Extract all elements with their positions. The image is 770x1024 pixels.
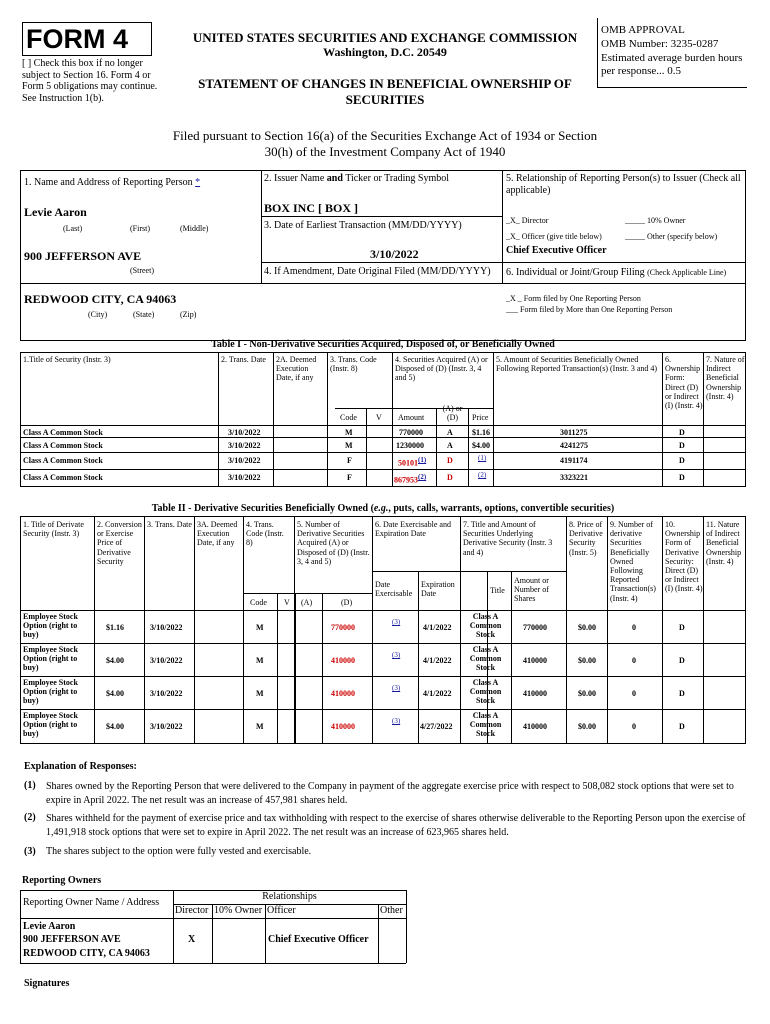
note-3-num: (3): [24, 846, 36, 857]
owner-city: REDWOOD CITY, CA 94063: [23, 948, 150, 959]
t2-row-utitle: Class A Common Stock: [469, 711, 502, 739]
t1-row-ad: A: [447, 441, 453, 450]
t1-row-code: F: [347, 473, 352, 482]
form-title: FORM 4: [26, 24, 129, 54]
zip-label: (Zip): [180, 310, 197, 319]
t2-row-price: $4.00: [106, 722, 124, 731]
t2-h4: 4. Trans. Code (Instr. 8): [246, 520, 284, 548]
footnote-2-link[interactable]: (2): [478, 471, 487, 479]
t1-row-ad: A: [447, 428, 453, 437]
city-label: (City): [88, 310, 108, 319]
table1-title: Table I - Non-Derivative Securities Acquired, Disposed of, or Beneficially Owned: [211, 339, 555, 350]
owners-h-officer: Officer: [267, 905, 296, 916]
t1-row-date: 3/10/2022: [228, 473, 261, 482]
t2-row-price: $4.00: [106, 656, 124, 665]
t2-row-exp: 4/1/2022: [423, 689, 452, 698]
explanation-title: Explanation of Responses:: [24, 761, 137, 772]
t1-h-own: 6. Ownership Form: Direct (D) or Indirect (I) (Instr. 4): [665, 355, 703, 410]
t2-row-f10: D: [679, 656, 685, 665]
t2-row-date: 3/10/2022: [150, 623, 183, 632]
t2-row-f10: D: [679, 623, 685, 632]
footnote-3-link[interactable]: (3): [392, 618, 401, 626]
omb-number: OMB Number: 3235-0287: [601, 38, 719, 50]
t1-row-form: D: [679, 428, 685, 437]
t2-row-date: 3/10/2022: [150, 722, 183, 731]
box5-label: 5. Relationship of Reporting Person(s) to Issuer (Check all applicable): [506, 173, 741, 196]
t2-h9: 9. Number of derivative Securities Beneficially Owned Following Reported Transaction(s) (Instr. 4): [610, 520, 656, 603]
note-2-num: (2): [24, 812, 36, 823]
t2-sh-a: (A): [301, 598, 313, 607]
t1-row-title: Class A Common Stock: [23, 456, 103, 465]
t2-row-p8: $0.00: [578, 623, 596, 632]
t2-h8: 8. Price of Derivative Security (Instr. 5): [569, 520, 603, 557]
t1-row-date: 3/10/2022: [228, 441, 261, 450]
t2-row-utitle: Class A Common Stock: [469, 678, 502, 706]
t1-h-title: 1.Title of Security (Instr. 3): [23, 355, 111, 364]
owner-officer-title: Chief Executive Officer: [268, 934, 369, 945]
t2-row-n9: 0: [632, 623, 636, 632]
t2-h2: 2. Conversion or Exercise Price of Derivative Security: [97, 520, 142, 566]
footnote-1-link[interactable]: (1): [478, 454, 487, 462]
t2-sh-v: V: [284, 598, 290, 607]
filed-pursuant: Filed pursuant to Section 16(a) of the Securities Exchange Act of 1934 or Section 30(h) of the Investment Company Act of 1940: [172, 128, 598, 160]
owners-h-other: Other: [380, 905, 403, 916]
footnote-3-link[interactable]: (3): [392, 717, 401, 725]
t1-row-price: $4.00: [472, 441, 490, 450]
t2-h3: 3. Trans. Date: [147, 520, 192, 529]
t1-row-price: [478, 454, 486, 466]
t1-sh-code: Code: [340, 413, 357, 422]
t1-row-ad: D: [447, 473, 453, 482]
t1-row-amount: 50101(1): [398, 456, 427, 468]
t2-row-d: 410000: [331, 656, 355, 665]
owners-h-director: Director: [175, 905, 209, 916]
t2-row-utitle: Class A Common Stock: [469, 645, 502, 673]
t2-h1: 1. Title of Derivate Security (Instr. 3): [23, 520, 84, 539]
t1-sh-amount: Amount: [398, 413, 425, 422]
note-3-text: The shares subject to the option were fully vested and exercisable.: [46, 846, 312, 857]
t1-sh-price: Price: [472, 413, 489, 422]
t2-sh-dexp: Date Exercisable: [375, 580, 413, 599]
t1-row-owned: 3011275: [560, 428, 588, 437]
t2-row-title: Employee Stock Option (right to buy): [23, 711, 78, 739]
city-value: REDWOOD CITY, CA 94063: [24, 292, 177, 306]
t2-h7: 7. Title and Amount of Securities Underlying Derivative Security (Instr. 3 and 4): [463, 520, 553, 557]
t1-row-amount: 770000: [399, 428, 423, 437]
t2-h5: 5. Number of Derivative Securities Acquired (A) or Disposed of (D) (Instr. 3, 4 and 5): [297, 520, 370, 566]
t2-h10: 10. Ownership Form of Derivative Security: Direct (D) or Indirect (I) (Instr. 4): [665, 520, 703, 594]
filing-one-person[interactable]: _X _ Form filed by One Reporting Person: [506, 294, 641, 303]
reporting-person-name: Levie Aaron: [24, 205, 87, 219]
issuer-name: BOX INC [ BOX ]: [264, 201, 359, 215]
t2-row-exnote: [392, 684, 400, 696]
earliest-transaction-date: 3/10/2022: [370, 247, 419, 261]
t1-h-deemed: 2A. Deemed Execution Date, if any: [276, 355, 317, 383]
omb-burden: Estimated average burden hours per response... 0.5: [601, 52, 743, 77]
t2-h6: 6. Date Exercisable and Expiration Date: [375, 520, 451, 539]
t1-row-date: 3/10/2022: [228, 456, 261, 465]
t1-row-title: Class A Common Stock: [23, 441, 103, 450]
owner-director-mark: X: [188, 934, 196, 945]
filing-more-persons[interactable]: ___ Form filed by More than One Reporting Person: [506, 305, 673, 314]
t2-row-title: Employee Stock Option (right to buy): [23, 612, 78, 640]
note-1-text: Shares owned by the Reporting Person that were delivered to the Company in payment of the aggregate exercise price with respect to 508,082 stock options that were set to expire in April 2022. The net result was an increase of 457,981 shares held.: [46, 781, 734, 806]
t2-row-d: 410000: [331, 722, 355, 731]
t2-row-price: $4.00: [106, 689, 124, 698]
box6-label: 6. Individual or Joint/Group Filing (Check Applicable Line): [506, 267, 727, 278]
t1-row-price: [478, 471, 486, 483]
t1-h-code: 3. Trans. Code (Instr. 8): [330, 355, 377, 374]
t2-row-n9: 0: [632, 689, 636, 698]
statement-title: STATEMENT OF CHANGES IN BENEFICIAL OWNERSHIP OF SECURITIES: [198, 76, 572, 108]
t1-h-nature: 7. Nature of Indirect Beneficial Ownership (Instr. 4): [706, 355, 745, 401]
t2-row-d: 410000: [331, 689, 355, 698]
t1-row-code: M: [345, 441, 353, 450]
state-label: (State): [133, 310, 155, 319]
street-label: (Street): [130, 266, 154, 275]
footnote-1-link[interactable]: (1): [418, 456, 427, 464]
t1-row-title: Class A Common Stock: [23, 428, 103, 437]
t1-row-form: D: [679, 441, 685, 450]
t2-row-d: 770000: [331, 623, 355, 632]
first-label: (First): [130, 224, 150, 233]
t1-h-acq: 4. Securities Acquired (A) or Disposed of (D) (Instr. 3, 4 and 5): [395, 355, 488, 383]
t1-sh-v: V: [376, 413, 382, 422]
note-2-text: Shares withheld for the payment of exercise price and tax withholding with respect to the exercise of shares otherwise deliverable to the Reporting Person upon the exercise of 1,491,918 stock options that were set to expire in April 2022. The net result was an increase of 623,965 shares held.: [46, 813, 746, 838]
footnote-2-link[interactable]: (2): [418, 473, 427, 481]
t2-row-exp: 4/27/2022: [420, 722, 453, 731]
street-value: 900 JEFFERSON AVE: [24, 249, 142, 263]
officer-title: Chief Executive Officer: [506, 245, 607, 256]
t2-sh-title: Title: [490, 586, 505, 595]
t2-row-p8: $0.00: [578, 656, 596, 665]
t1-h-date: 2. Trans. Date: [221, 355, 266, 364]
t2-row-f10: D: [679, 722, 685, 731]
box3-label: 3. Date of Earliest Transaction (MM/DD/YYYY): [264, 220, 462, 231]
t2-row-code: M: [256, 722, 264, 731]
owners-h-ten: 10% Owner: [214, 905, 263, 916]
t1-sh-aord: (A) or (D): [442, 404, 463, 423]
commission-title: UNITED STATES SECURITIES AND EXCHANGE COMMISSION: [192, 30, 578, 45]
signatures-title: Signatures: [24, 978, 70, 989]
t2-row-p8: $0.00: [578, 722, 596, 731]
box4-label: 4. If Amendment, Date Original Filed (MM/DD/YYYY): [264, 266, 491, 277]
t2-row-date: 3/10/2022: [150, 656, 183, 665]
owners-h-name: Reporting Owner Name / Address: [23, 897, 160, 908]
t1-row-ad: D: [447, 456, 453, 465]
owners-h-rel: Relationships: [262, 891, 317, 902]
t1-row-form: D: [679, 473, 685, 482]
t1-row-price: $1.16: [472, 428, 490, 437]
t2-row-uamt: 410000: [523, 656, 547, 665]
t2-row-price: $1.16: [106, 623, 124, 632]
t2-row-f10: D: [679, 689, 685, 698]
box1-label: 1. Name and Address of Reporting Person *: [24, 177, 201, 188]
last-label: (Last): [63, 224, 83, 233]
t2-sh-expd: Expiration Date: [421, 580, 455, 599]
t2-row-title: Employee Stock Option (right to buy): [23, 678, 78, 706]
reporting-owners-title: Reporting Owners: [22, 875, 102, 886]
t2-row-uamt: 410000: [523, 689, 547, 698]
t1-row-date: 3/10/2022: [228, 428, 261, 437]
table2-title: Table II - Derivative Securities Beneficially Owned (e.g., puts, calls, warrants, options, convertible securities): [151, 503, 615, 514]
t2-row-utitle: Class A Common Stock: [469, 612, 502, 640]
t2-row-exnote: [392, 618, 400, 630]
t2-row-n9: 0: [632, 656, 636, 665]
t1-row-code: F: [347, 456, 352, 465]
t2-sh-code: Code: [250, 598, 267, 607]
footnote-3-link[interactable]: (3): [392, 684, 401, 692]
t1-row-amount: 1230000: [396, 441, 424, 450]
t1-row-owned: 4241275: [560, 441, 588, 450]
t2-row-uamt: 410000: [523, 722, 547, 731]
t1-row-owned: 3323221: [560, 473, 588, 482]
t2-row-code: M: [256, 689, 264, 698]
note-1-num: (1): [24, 780, 36, 791]
t2-h11: 11. Nature of Indirect Beneficial Ownership (Instr. 4): [706, 520, 742, 566]
owner-name: Levie Aaron: [23, 921, 76, 932]
box2-label: 2. Issuer Name and Ticker or Trading Symbol: [264, 173, 450, 184]
footnote-3-link[interactable]: (3): [392, 651, 401, 659]
t2-row-p8: $0.00: [578, 689, 596, 698]
t2-row-code: M: [256, 623, 264, 632]
t1-h-amt: 5. Amount of Securities Beneficially Owned Following Reported Transaction(s) (Instr. 3 and 4): [496, 355, 658, 374]
t1-row-form: D: [679, 456, 685, 465]
t2-sh-d: (D): [341, 598, 353, 607]
t2-row-exp: 4/1/2022: [423, 623, 452, 632]
t1-row-code: M: [345, 428, 353, 437]
t2-row-exp: 4/1/2022: [423, 656, 452, 665]
officer-check[interactable]: _X_ Officer (give title below): [506, 232, 602, 241]
t2-row-exnote: [392, 717, 400, 729]
t2-row-title: Employee Stock Option (right to buy): [23, 645, 78, 673]
t2-row-date: 3/10/2022: [150, 689, 183, 698]
middle-label: (Middle): [180, 224, 209, 233]
director-check[interactable]: _X_ Director: [506, 216, 549, 225]
omb-approval: OMB APPROVAL: [601, 24, 685, 36]
t2-row-exnote: [392, 651, 400, 663]
t2-row-n9: 0: [632, 722, 636, 731]
t2-sh-amt: Amount or Number of Shares: [514, 576, 549, 604]
t1-row-amount: 867953(2): [394, 473, 427, 485]
other-check[interactable]: _____ Other (specify below): [625, 232, 718, 241]
t2-row-uamt: 770000: [523, 623, 547, 632]
t1-row-owned: 4191174: [560, 456, 588, 465]
owner-street: 900 JEFFERSON AVE: [23, 934, 121, 945]
t1-row-title: Class A Common Stock: [23, 473, 103, 482]
t2-row-code: M: [256, 656, 264, 665]
ten-pct-check[interactable]: _____ 10% Owner: [625, 216, 686, 225]
check-box-text[interactable]: [ ] Check this box if no longer subject to Section 16. Form 4 or Form 5 obligations may continue. See Instruction 1(b).: [22, 58, 158, 104]
t2-h3a: 3A. Deemed Execution Date, if any: [197, 520, 238, 548]
commission-city: Washington, D.C. 20549: [323, 45, 447, 59]
